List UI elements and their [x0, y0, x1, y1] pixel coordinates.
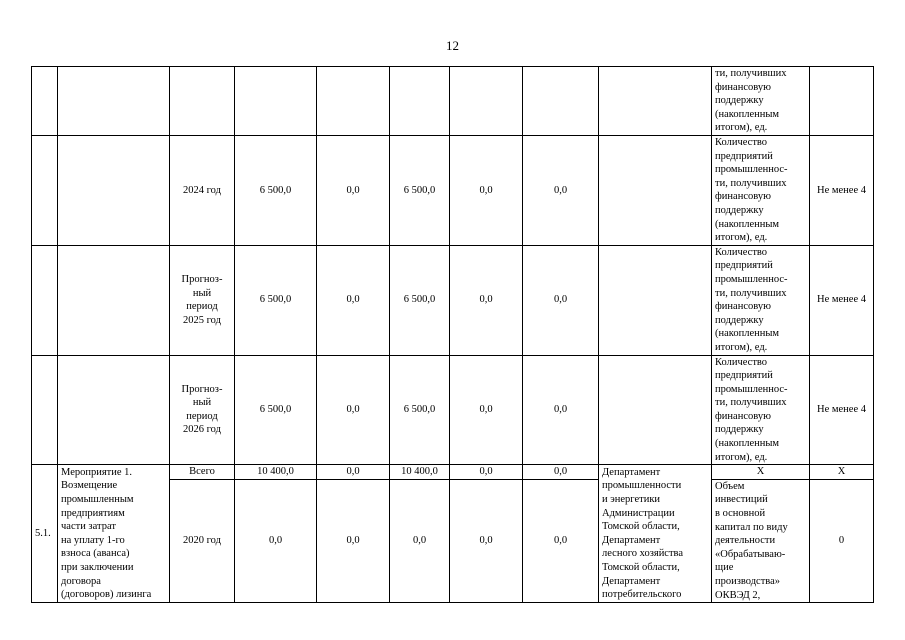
federal-cell: 0,0: [317, 465, 390, 480]
number-cell: [32, 245, 58, 355]
indicator-line: (накопленным: [715, 438, 780, 450]
indicator-line: поддержку: [715, 95, 764, 107]
indicator-value-cell: Не менее 4: [810, 245, 874, 355]
executor-cell: [599, 136, 712, 246]
measure-number-cell: 5.1.: [32, 465, 58, 603]
executor-line: Администрации: [602, 507, 675, 519]
indicator-line: поддержку: [715, 204, 764, 216]
indicator-line: капитал по виду: [715, 521, 788, 533]
table-row: [32, 245, 874, 355]
measure-name-cell: [58, 136, 170, 246]
regional-cell: [390, 67, 450, 136]
total-cell: 6 500,0: [235, 355, 317, 465]
table-row: [32, 136, 874, 246]
executor-line: потребительского: [602, 589, 682, 601]
indicator-line: в основной: [715, 508, 766, 520]
period-line: Прогноз-: [181, 383, 223, 395]
executor-cell: [599, 67, 712, 136]
table-row-measure-total: [32, 465, 874, 480]
measure-title-line: при заключении: [61, 561, 134, 573]
measure-title-line: на уплату 1-го: [61, 534, 125, 546]
indicator-line: итогом), ед.: [715, 232, 768, 244]
total-cell: 6 500,0: [235, 245, 317, 355]
executor-line: промышленности: [602, 480, 682, 492]
indicator-line: предприятий: [715, 150, 773, 162]
local-cell: 0,0: [450, 479, 523, 602]
indicator-line: ти, получивших: [715, 287, 787, 299]
executor-line: и энергетики: [602, 493, 661, 505]
indicator-line: промышленнос-: [715, 273, 788, 285]
indicator-line: производства»: [715, 576, 781, 587]
indicator-cell: Х: [712, 465, 810, 480]
executor-line: Департамент: [602, 575, 661, 587]
federal-cell: 0,0: [317, 136, 390, 246]
indicator-line: (накопленным: [715, 328, 780, 340]
indicator-line: итогом), ед.: [715, 122, 768, 134]
indicator-line: промышленнос-: [715, 164, 788, 176]
executor-line: Томской области,: [602, 521, 680, 533]
indicator-line: Количество: [715, 137, 768, 148]
indicator-line: Количество: [715, 356, 768, 368]
indicator-line: итогом), ед.: [715, 341, 768, 353]
number-cell: [32, 67, 58, 136]
executor-cell: [599, 245, 712, 355]
extra-budget-cell: 0,0: [523, 136, 599, 246]
extra-budget-cell: 0,0: [523, 479, 599, 602]
indicator-line: «Обрабатываю-: [715, 548, 786, 560]
period-cell: Всего: [170, 465, 235, 480]
regional-cell: 6 500,0: [390, 245, 450, 355]
measure-name-cell: [58, 245, 170, 355]
extra-budget-cell: 0,0: [523, 245, 599, 355]
indicator-line: финансовую: [715, 191, 771, 203]
measure-name-cell: [58, 355, 170, 465]
measure-title-line: взноса (аванса): [61, 548, 130, 560]
program-table: [31, 66, 874, 603]
federal-cell: 0,0: [317, 479, 390, 602]
indicator-line: ти, получивших: [715, 68, 787, 80]
table-row: [32, 355, 874, 465]
extra-budget-cell: 0,0: [523, 355, 599, 465]
measure-title-line: Возмещение: [61, 480, 118, 492]
measure-title-line: Мероприятие 1.: [61, 466, 133, 478]
local-cell: [450, 67, 523, 136]
page-number: 12: [446, 38, 459, 53]
indicator-line: промышленнос-: [715, 383, 788, 395]
period-cell: 2024 год: [170, 136, 235, 246]
extra-budget-cell: 0,0: [523, 465, 599, 480]
executor-cell: [599, 355, 712, 465]
measure-title-line: предприятиям: [61, 507, 125, 519]
indicator-value-cell: [810, 67, 874, 136]
indicator-line: поддержку: [715, 314, 764, 326]
indicator-line: финансовую: [715, 81, 771, 93]
indicator-line: поддержку: [715, 424, 764, 436]
indicator-cell: [712, 67, 810, 136]
regional-cell: 6 500,0: [390, 355, 450, 465]
measure-title-line: (договоров) лизинга: [61, 589, 152, 601]
measure-title-line: части затрат: [61, 521, 116, 533]
number-cell: [32, 355, 58, 465]
period-cell: [170, 355, 235, 465]
period-line: 2026 год: [183, 424, 221, 436]
period-cell: [170, 245, 235, 355]
measure-name-cell: [58, 67, 170, 136]
federal-cell: 0,0: [317, 355, 390, 465]
indicator-line: инвестиций: [715, 494, 768, 506]
regional-cell: 6 500,0: [390, 136, 450, 246]
local-cell: 0,0: [450, 245, 523, 355]
indicator-line: ти, получивших: [715, 177, 787, 189]
indicator-value-cell: Не менее 4: [810, 136, 874, 246]
indicator-line: финансовую: [715, 410, 771, 422]
measure-title-line: договора: [61, 575, 101, 587]
period-line: период: [186, 410, 218, 422]
indicator-cell: [712, 136, 810, 246]
federal-cell: [317, 67, 390, 136]
indicator-value-cell: Х: [810, 465, 874, 480]
indicator-line: ОКВЭД 2,: [715, 589, 761, 601]
total-cell: [235, 67, 317, 136]
indicator-line: щие: [715, 562, 734, 574]
measure-title-line: промышленным: [61, 493, 134, 505]
period-line: 2025 год: [183, 314, 221, 326]
federal-cell: 0,0: [317, 245, 390, 355]
indicator-line: Объем: [715, 480, 745, 492]
indicator-cell: [712, 355, 810, 465]
measure-name-cell: [58, 465, 170, 603]
executor-cell: [599, 465, 712, 603]
executor-line: лесного хозяйства: [602, 548, 684, 560]
period-line: период: [186, 301, 218, 313]
indicator-value-cell: 0: [810, 479, 874, 602]
indicator-line: (накопленным: [715, 218, 780, 230]
table-row-continued: [32, 67, 874, 136]
total-cell: 10 400,0: [235, 465, 317, 480]
indicator-line: предприятий: [715, 260, 773, 272]
indicator-cell: [712, 479, 810, 602]
local-cell: 0,0: [450, 136, 523, 246]
indicator-line: финансовую: [715, 301, 771, 313]
period-line: Прогноз-: [181, 273, 223, 285]
regional-cell: 10 400,0: [390, 465, 450, 480]
local-cell: 0,0: [450, 355, 523, 465]
local-cell: 0,0: [450, 465, 523, 480]
regional-cell: 0,0: [390, 479, 450, 602]
indicator-cell: [712, 245, 810, 355]
indicator-line: Количество: [715, 246, 768, 258]
number-cell: [32, 136, 58, 246]
total-cell: 6 500,0: [235, 136, 317, 246]
executor-line: Томской области,: [602, 561, 680, 573]
period-line: ный: [192, 397, 212, 409]
extra-budget-cell: [523, 67, 599, 136]
total-cell: 0,0: [235, 479, 317, 602]
indicator-line: (накопленным: [715, 108, 780, 120]
period-line: ный: [192, 287, 212, 299]
executor-line: Департамент: [602, 466, 661, 478]
indicator-line: итогом), ед.: [715, 451, 768, 463]
indicator-line: предприятий: [715, 370, 773, 382]
executor-line: Департамент: [602, 534, 661, 546]
indicator-value-cell: Не менее 4: [810, 355, 874, 465]
period-cell: [170, 67, 235, 136]
indicator-line: деятельности: [715, 535, 776, 547]
period-cell: 2020 год: [170, 479, 235, 602]
indicator-line: ти, получивших: [715, 397, 787, 409]
